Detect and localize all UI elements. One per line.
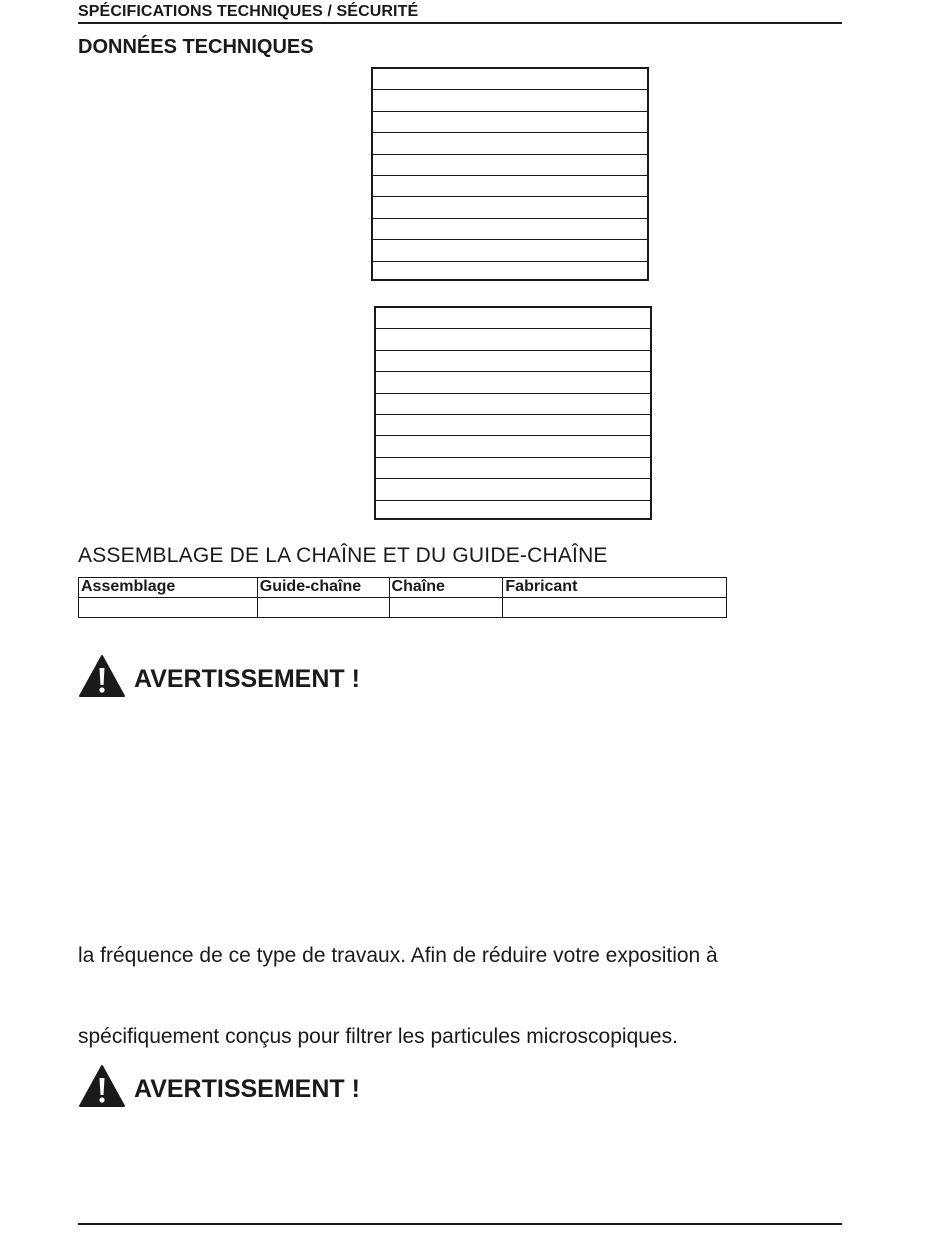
spec-row (376, 479, 650, 500)
warning-triangle-icon (78, 654, 126, 698)
assembly-table (78, 577, 727, 618)
warning-label: AVERTISSEMENT ! (134, 664, 360, 693)
spec-row (373, 133, 647, 154)
table-cell (389, 598, 503, 618)
spec-row (373, 176, 647, 197)
assembly-heading: ASSEMBLAGE DE LA CHAÎNE ET DU GUIDE-CHAÎNE (78, 544, 608, 567)
warning-label: AVERTISSEMENT ! (134, 1074, 360, 1103)
table-row (79, 598, 727, 618)
spec-row (373, 197, 647, 218)
warning-block-1 (78, 654, 360, 698)
spec-row (376, 351, 650, 372)
table-cell (503, 598, 727, 618)
spec-row (373, 69, 647, 90)
technical-data-grid-1 (371, 67, 649, 281)
column-header-chain: Chaîne (389, 578, 503, 598)
assembly-table-header-row (79, 578, 727, 598)
footer-divider (78, 1223, 842, 1225)
warning-block-2 (78, 1064, 360, 1108)
spec-row (376, 415, 650, 436)
spec-row (373, 112, 647, 133)
spec-row (376, 436, 650, 457)
spec-row (373, 219, 647, 240)
body-text-line: spécifiquement conçus pour filtrer les particules microscopiques. (78, 1025, 678, 1048)
spec-row (376, 458, 650, 479)
table-cell (79, 598, 258, 618)
spec-row (373, 240, 647, 261)
body-text-line: la fréquence de ce type de travaux. Afin de réduire votre exposition à (78, 944, 718, 967)
header-divider (78, 22, 842, 24)
column-header-assembly: Assemblage (79, 578, 258, 598)
column-header-guide-bar: Guide-chaîne (257, 578, 389, 598)
table-cell (257, 598, 389, 618)
technical-data-heading: DONNÉES TECHNIQUES (78, 36, 314, 58)
spec-row (376, 394, 650, 415)
technical-data-grid-2 (374, 306, 652, 520)
page-header-title: SPÉCIFICATIONS TECHNIQUES / SÉCURITÉ (78, 3, 419, 20)
spec-row (373, 262, 647, 283)
spec-row (373, 155, 647, 176)
warning-triangle-icon (78, 1064, 126, 1108)
spec-row (376, 329, 650, 350)
column-header-manufacturer: Fabricant (503, 578, 727, 598)
spec-row (373, 90, 647, 111)
spec-row (376, 308, 650, 329)
spec-row (376, 501, 650, 522)
spec-row (376, 372, 650, 393)
